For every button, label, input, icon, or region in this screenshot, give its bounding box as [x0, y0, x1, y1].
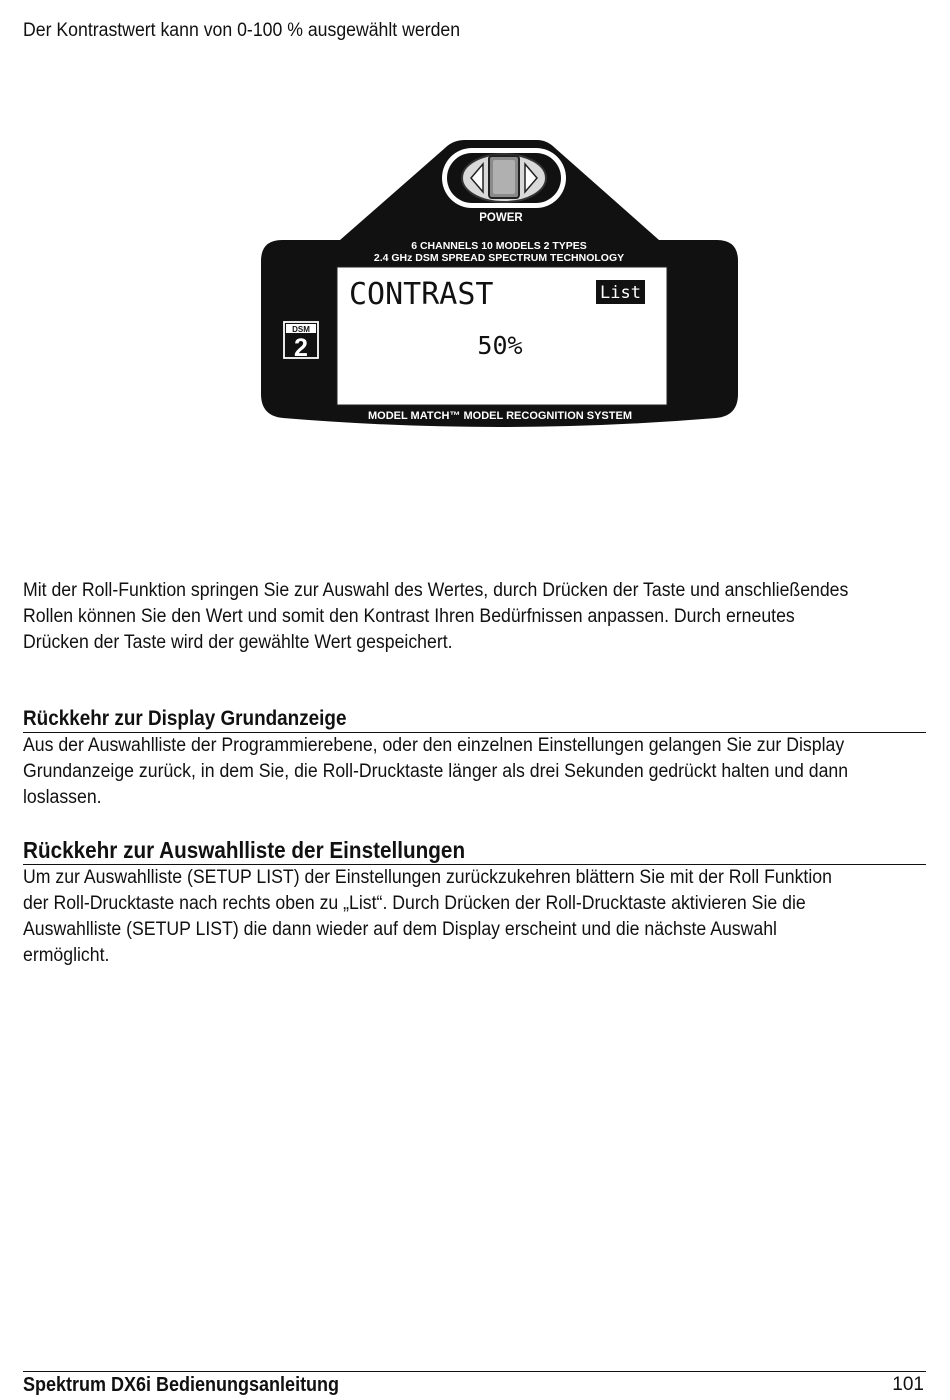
section-heading-text: Rückkehr zur Auswahlliste der Einstellungen — [23, 837, 466, 863]
power-label: POWER — [479, 212, 523, 224]
section-body-display-grundanzeige: Aus der Auswahlliste der Programmierebene, oder den einzelnen Einstellungen gelangen Sie zur Display Grundanzeige zurück, in dem Sie, die Roll-Drucktaste länger als drei Sekunden gedrückt halten und dann loslassen. — [23, 735, 849, 808]
section-heading-text: Rückkehr zur Display Grundanzeige — [23, 707, 347, 730]
section-heading-display-grundanzeige — [23, 706, 926, 733]
section-heading-auswahlliste — [23, 836, 926, 865]
svg-text:DSM: DSM — [292, 325, 310, 334]
spec-line-2: 2.4 GHz DSM SPREAD SPECTRUM TECHNOLOGY — [373, 252, 625, 264]
footer-title: Spektrum DX6i Bedienungsanleitung — [23, 1374, 340, 1396]
power-button[interactable] — [442, 148, 566, 208]
screen-title: CONTRAST — [349, 277, 494, 312]
transmitter-display-illustration — [255, 136, 745, 436]
contrast-value: 50% — [477, 331, 523, 360]
intro-text: Der Kontrastwert kann von 0-100 % ausgewählt werden — [23, 20, 461, 41]
page-number: 101 — [892, 1374, 924, 1395]
list-button-label: List — [600, 283, 641, 303]
svg-text:2: 2 — [294, 334, 308, 362]
footer-divider — [23, 1371, 926, 1372]
model-match-label: MODEL MATCH™ MODEL RECOGNITION SYSTEM — [367, 410, 633, 422]
paragraph-roll-function: Mit der Roll-Funktion springen Sie zur Auswahl des Wertes, durch Drücken der Taste und anschließendes Rollen können Sie den Wert und somit den Kontrast Ihren Bedürfnissen anpassen. Durch erneutes Drücken der Taste wird der gewählte Wert gespeichert. — [23, 580, 849, 653]
spec-line-1: 6 CHANNELS 10 MODELS 2 TYPES — [411, 240, 587, 252]
list-button[interactable] — [596, 280, 645, 304]
section-body-auswahlliste: Um zur Auswahlliste (SETUP LIST) der Einstellungen zurückzukehren blättern Sie mit der Roll Funktion der Roll-Drucktaste nach rechts oben zu „List“. Durch Drücken der Roll-Drucktaste aktivieren Sie die Auswahlliste (SETUP LIST) die dann wieder auf dem Display erscheint und die nächste Auswahl ermöglicht. — [23, 867, 832, 966]
